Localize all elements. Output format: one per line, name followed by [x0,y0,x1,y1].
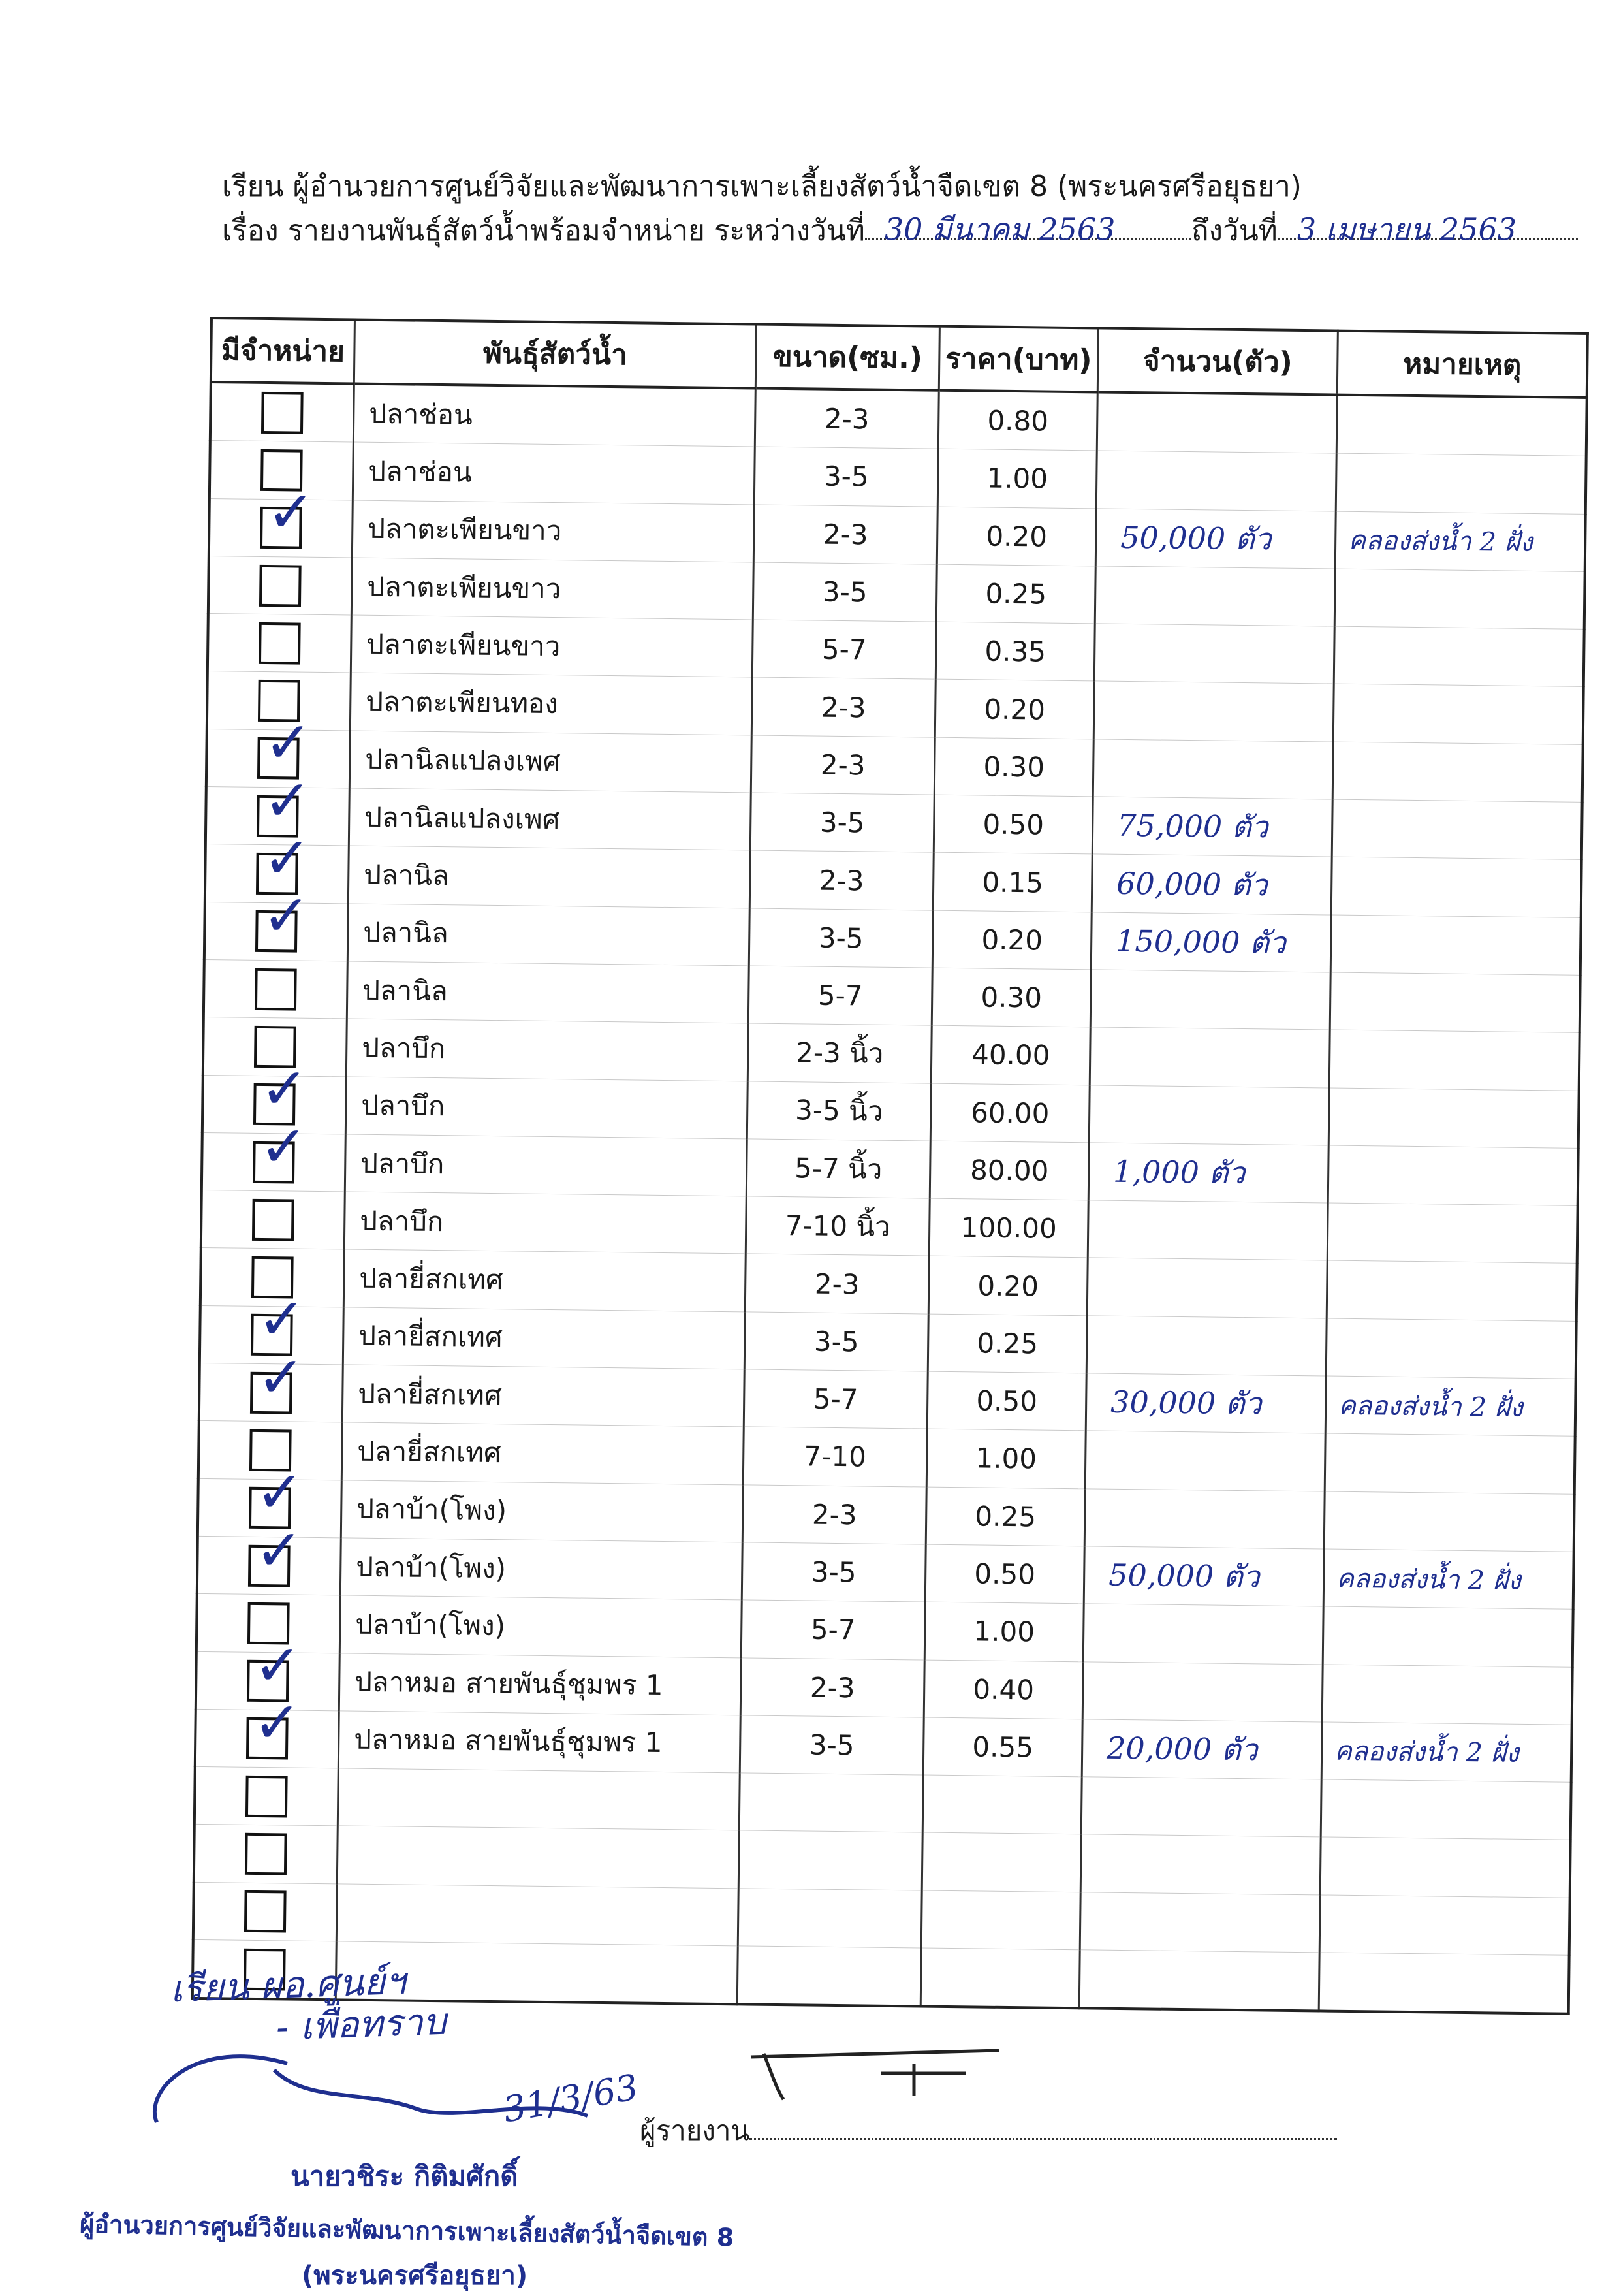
size-cell: 2-3 [751,677,935,737]
available-checkbox[interactable] [245,1776,288,1818]
to-date-label: ถึงวันที่ [1191,214,1278,247]
quantity-cell[interactable] [1095,509,1336,569]
remark-handwritten: คลองส่งน้ำ 2 ฝั่ง [1336,1563,1521,1596]
checkmark-icon: ✓ [262,882,311,950]
species-cell [336,1884,738,1946]
available-checkbox[interactable] [253,1112,308,1183]
from-date-field[interactable] [865,212,1191,247]
species-cell: ปลาบึก [346,1019,748,1081]
available-checkbox[interactable] [260,478,315,549]
price-cell: 0.20 [928,1256,1088,1316]
size-cell: 5-7 [744,1369,928,1429]
quantity-cell[interactable] [1080,1834,1321,1894]
available-cell [195,1689,339,1768]
available-checkbox[interactable] [252,1199,294,1241]
available-cell [201,1190,345,1250]
quantity-handwritten: 50,000 ตัว [1108,1557,1260,1595]
species-cell: ปลาบึก [345,1077,747,1139]
reporter-signature-stroke [751,2050,999,2099]
remark-cell[interactable] [1321,1779,1571,1840]
species-cell: ปลาบึก [345,1134,747,1196]
header-available: มีจำหน่าย [211,318,355,383]
available-checkbox[interactable] [248,1516,304,1587]
remark-cell[interactable] [1336,395,1586,456]
checkmark-icon: ✓ [263,766,312,835]
price-cell: 0.20 [932,910,1092,970]
price-cell: 0.80 [938,391,1097,451]
remark-handwritten: คลองส่งน้ำ 2 ฝั่ง [1334,1736,1519,1769]
remark-cell[interactable] [1325,1433,1575,1494]
size-cell: 3-5 [742,1542,926,1602]
species-cell: ปลานิล [347,904,749,966]
header-species: พันธุ์สัตว์น้ำ [354,320,756,389]
price-cell: 0.50 [934,795,1093,854]
remark-cell[interactable] [1334,626,1584,687]
species-cell [338,1768,740,1830]
size-cell: 2-3 [753,505,937,564]
available-checkbox[interactable] [255,968,297,1010]
available-cell [210,382,354,442]
species-cell: ปลาตะเพียนขาว [351,615,753,677]
remark-cell[interactable] [1319,1895,1569,1956]
quantity-cell[interactable] [1087,1258,1327,1318]
species-cell: ปลาตะเพียนทอง [350,673,752,735]
checkmark-icon: ✓ [257,1285,306,1354]
size-cell: 3-5 [750,793,934,852]
species-cell: ปลายี่สกเทศ [343,1249,746,1311]
quantity-handwritten: 150,000 ตัว [1115,923,1287,961]
checkmark-icon: ✓ [255,1458,304,1527]
species-cell: ปลานิล [348,846,750,908]
size-cell: 2-3 [749,850,934,910]
reporter-label: ผู้รายงาน [640,2114,750,2146]
to-date-field[interactable] [1278,212,1578,247]
to-date-handwritten: 3 เมษายน 2563 [1297,212,1517,247]
available-checkbox[interactable] [259,564,302,607]
price-cell: 0.55 [923,1717,1082,1777]
checkmark-icon: ✓ [264,709,313,777]
remark-cell[interactable] [1334,569,1584,630]
remark-cell[interactable] [1330,972,1580,1033]
addressee-line: เรียน ผู้อำนวยการศูนย์วิจัยและพัฒนาการเพาะเลี้ยงสัตว์น้ำจืดเขต 8 (พระนครศรีอยุธยา) [222,170,1302,203]
remark-cell[interactable] [1327,1203,1577,1264]
remark-cell[interactable] [1320,1837,1570,1898]
size-cell: 3-5 [753,562,937,622]
price-cell: 0.25 [936,564,1095,624]
species-cell: ปลาช่อน [353,384,755,447]
size-cell: 3-5 [749,908,933,968]
quantity-cell[interactable] [1095,566,1335,626]
subject-prefix: เรื่อง รายงานพันธุ์สัตว์น้ำพร้อมจำหน่าย ระหว่างวันที่ [222,214,865,247]
size-cell: 7-10 นิ้ว [746,1196,930,1256]
checkmark-icon: ✓ [259,1112,308,1181]
header-size: ขนาด(ซม.) [755,324,939,390]
available-cell [202,1112,345,1192]
available-checkbox[interactable] [245,1833,287,1875]
size-cell [739,1773,923,1832]
available-cell [204,959,347,1019]
price-cell: 1.00 [937,449,1097,508]
quantity-cell[interactable] [1084,1546,1324,1606]
price-cell: 40.00 [931,1025,1090,1085]
header-remark: หมายเหตุ [1337,331,1588,398]
header-quantity: จำนวน(ตัว) [1097,328,1338,394]
available-cell [194,1825,338,1884]
price-cell: 0.35 [935,622,1095,681]
signer-organization: (พระนครศรีอยุธยา) [302,2261,528,2291]
price-cell: 60.00 [930,1083,1090,1143]
available-checkbox[interactable] [246,1689,302,1760]
quantity-cell[interactable] [1082,1719,1322,1779]
remark-cell[interactable] [1325,1376,1575,1437]
species-cell: ปลายี่สกเทศ [341,1422,744,1484]
quantity-cell[interactable] [1086,1373,1326,1433]
quantity-cell[interactable] [1090,970,1330,1030]
species-cell: ปลาช่อน [353,442,755,504]
quantity-handwritten: 20,000 ตัว [1106,1730,1258,1768]
price-cell: 80.00 [930,1141,1089,1200]
price-cell [921,1890,1080,1950]
species-cell: ปลายี่สกเทศ [342,1365,744,1427]
signatures [0,1959,1619,2129]
header-price: ราคา(บาท) [939,327,1098,392]
available-checkbox[interactable] [244,1890,287,1933]
size-cell: 2-3 [745,1254,929,1313]
size-cell: 2-3 [740,1657,924,1717]
remark-cell[interactable] [1327,1260,1577,1321]
reporter-line [640,2109,1337,2152]
remark-cell[interactable] [1331,857,1581,917]
price-cell: 1.00 [924,1602,1084,1661]
quantity-handwritten: 60,000 ตัว [1116,865,1268,902]
species-cell: ปลานิลแปลงเพศ [349,788,751,850]
quantity-cell[interactable] [1088,1143,1328,1203]
checkmark-icon: ✓ [266,478,315,547]
quantity-handwritten: 1,000 ตัว [1112,1153,1246,1191]
species-cell: ปลานิลแปลงเพศ [349,731,751,793]
quantity-cell[interactable] [1094,624,1334,684]
remark-cell[interactable] [1323,1549,1573,1610]
checkmark-icon: ✓ [262,823,311,892]
price-cell: 100.00 [929,1198,1088,1258]
remark-cell[interactable] [1332,742,1582,803]
species-cell: ปลาตะเพียนขาว [351,558,753,620]
remark-cell[interactable] [1326,1318,1576,1379]
quantity-cell[interactable] [1093,681,1334,741]
size-cell: 3-5 [740,1715,924,1775]
size-cell: 2-3 นิ้ว [747,1023,932,1083]
quantity-cell[interactable] [1089,1085,1329,1145]
species-cell: ปลานิล [347,961,749,1023]
signature-date: 31/3/63 [500,2066,642,2131]
species-cell: ปลาบ้า(โพง) [339,1595,742,1657]
size-cell: 3-5 [744,1312,928,1371]
checkmark-icon: ✓ [252,1689,302,1757]
price-cell: 0.50 [925,1544,1084,1604]
species-cell [337,1826,739,1888]
remark-cell[interactable] [1336,453,1586,514]
remark-cell[interactable] [1335,511,1585,572]
available-cell [195,1767,338,1826]
available-cell [197,1516,341,1595]
remark-cell[interactable] [1324,1491,1574,1552]
quantity-cell[interactable] [1092,797,1332,857]
quantity-cell[interactable] [1093,739,1333,799]
quantity-cell[interactable] [1088,1200,1328,1260]
available-cell [208,556,352,615]
quantity-cell[interactable] [1091,912,1331,972]
size-cell: 3-5 นิ้ว [747,1081,931,1140]
species-cell: ปลาหมอ สายพันธุ์ชุมพร 1 [338,1711,740,1773]
checkmark-icon: ✓ [257,1343,306,1411]
price-cell: 0.15 [933,853,1092,912]
remark-cell[interactable] [1333,684,1583,745]
species-cell: ปลาตะเพียนขาว [352,500,754,562]
fish-availability-table [191,317,1589,2015]
species-cell: ปลาบึก [344,1192,746,1254]
available-cell [209,478,353,558]
quantity-handwritten: 30,000 ตัว [1110,1384,1262,1422]
signer-name: นายวชิระ กิติมศักดิ์ [291,2160,518,2192]
price-cell: 0.25 [926,1487,1085,1546]
quantity-handwritten: 75,000 ตัว [1116,808,1268,845]
available-cell [199,1343,343,1422]
note-line-2: - เพื่อทราบ [275,2000,447,2049]
size-cell [738,1889,922,1948]
remark-cell[interactable] [1332,799,1582,860]
quantity-cell[interactable] [1080,1892,1320,1952]
price-cell: 0.50 [927,1371,1086,1431]
price-cell [922,1832,1081,1892]
size-cell: 2-3 [742,1485,926,1544]
remark-cell[interactable] [1328,1088,1579,1149]
size-cell: 5-7 [748,966,932,1025]
quantity-cell[interactable] [1092,854,1332,914]
remark-handwritten: คลองส่งน้ำ 2 ฝั่ง [1347,526,1533,558]
remark-cell[interactable] [1328,1145,1578,1206]
quantity-handwritten: 50,000 ตัว [1120,519,1272,557]
price-cell: 1.00 [926,1429,1086,1488]
remark-cell[interactable] [1329,1030,1579,1091]
remark-cell[interactable] [1323,1606,1573,1667]
subject-line [222,208,1578,253]
quantity-cell[interactable] [1085,1431,1325,1491]
quantity-cell[interactable] [1084,1488,1325,1548]
quantity-cell[interactable] [1096,451,1336,511]
signer-position: ผู้อำนวยการศูนย์วิจัยและพัฒนาการเพาะเลี้ยงสัตว์น้ำจืดเขต 8 [79,2209,734,2252]
available-checkbox[interactable] [250,1343,306,1414]
available-cell [208,614,351,673]
price-cell [922,1775,1082,1834]
remark-cell[interactable] [1321,1722,1571,1783]
size-cell: 5-7 [752,620,936,679]
size-cell: 5-7 [741,1600,925,1659]
available-checkbox[interactable] [261,392,304,434]
size-cell: 3-5 [754,447,938,506]
checkmark-icon: ✓ [253,1631,302,1699]
quantity-cell[interactable] [1090,1027,1330,1087]
price-cell: 0.25 [928,1314,1087,1373]
price-cell: 0.40 [924,1660,1083,1719]
available-cell [193,1882,337,1941]
remark-cell[interactable] [1330,915,1580,976]
available-cell [204,882,348,961]
checkmark-icon: ✓ [260,1055,309,1123]
from-date-handwritten: 30 มีนาคม 2563 [884,212,1116,247]
checkmark-icon: ✓ [255,1516,304,1584]
price-cell: 0.30 [932,968,1091,1027]
reporter-dotted-line [749,2117,1337,2140]
size-cell: 7-10 [743,1427,927,1486]
species-cell: ปลาบ้า(โพง) [341,1480,743,1542]
quantity-cell[interactable] [1082,1661,1323,1721]
quantity-cell[interactable] [1083,1604,1323,1664]
size-cell: 2-3 [755,388,939,449]
size-cell [738,1830,922,1890]
species-cell: ปลาหมอ สายพันธุ์ชุมพร 1 [339,1653,741,1715]
price-cell: 0.20 [937,507,1096,566]
species-cell: ปลาบ้า(โพง) [340,1538,742,1600]
species-cell: ปลายี่สกเทศ [343,1307,745,1369]
price-cell: 0.30 [934,737,1093,797]
available-checkbox[interactable] [259,622,301,665]
price-cell: 0.20 [935,680,1094,739]
remark-handwritten: คลองส่งน้ำ 2 ฝั่ง [1338,1390,1523,1423]
note-line-1: เรียน ผอ.ศูนย์ฯ [169,1960,407,2011]
quantity-cell[interactable] [1081,1777,1321,1837]
size-cell: 5-7 นิ้ว [746,1139,930,1198]
remark-cell[interactable] [1322,1664,1572,1725]
quantity-cell[interactable] [1086,1316,1327,1376]
quantity-cell[interactable] [1097,392,1337,453]
size-cell: 2-3 [751,735,935,795]
available-checkbox[interactable] [255,882,311,953]
